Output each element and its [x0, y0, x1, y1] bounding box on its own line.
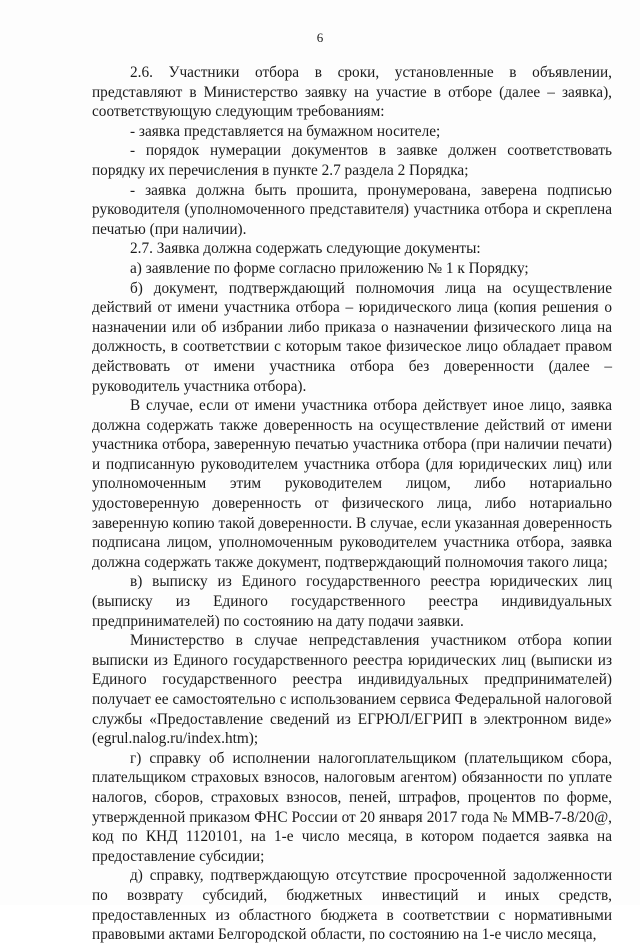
item-v: в) выписку из Единого государственного реестра юридических лиц (выписку из Единого государственного реестра индивидуальных предпринимателей) по состоянию на дату подачи заявки. — [92, 573, 612, 630]
item-a: а) заявление по форме согласно приложению № 1 к Порядку; — [130, 259, 529, 277]
item-b: б) документ, подтверждающий полномочия лица на осуществление действий от имени участника отбора – юридического лица (копия решения о назначении или об избрании либо приказа о назначении физического лица на должность, в соответствии с которым такое физическое лицо обладает правом действовать от имени участника отбора без доверенности (далее – руководитель участника отбора). — [92, 279, 612, 395]
item-d: д) справку, подтверждающую отсутствие просроченной задолженности по возврату субсидий, бюджетных инвестиций и иных средств, предоставленных из областного бюджета в соответствии с нормативными правовыми актами Белгородской области, по состоянию на 1-е число месяца, — [92, 867, 612, 944]
requirement-numbering: - порядок нумерации документов в заявке должен соответствовать порядку их перечисления в пункте 2.7 раздела 2 Порядка; — [92, 142, 612, 179]
paragraph-2-6: 2.6. Участники отбора в сроки, установленные в объявлении, представляют в Министерство заявку на участие в отборе (далее – заявка), соответствующую следующим требованиям: — [92, 64, 612, 121]
paragraph-ministry: Министерство в случае непредставления участником отбора копии выписки из Единого государственного реестра юридических лиц (выписки из Единого государственного реестра индивидуальных предпринимателей) получает ее самостоятельно с использованием сервиса Федеральной налоговой службы «Предоставление сведений из ЕГРЮЛ/ЕГРИП в электронном виде» (egrul.nalog.ru/index.htm); — [92, 632, 612, 748]
paragraph-2-7: 2.7. Заявка должна содержать следующие документы: — [130, 240, 481, 258]
page-number: 6 — [316, 30, 324, 45]
requirement-paper: - заявка представляется на бумажном носителе; — [130, 122, 441, 140]
document-body — [92, 63, 612, 945]
item-g: г) справку об исполнении налогоплательщиком (плательщиком сбора, плательщиком страховых взносов, налоговым агентом) обязанности по уплате налогов, сборов, страховых взносов, пеней, штрафов, процентов по форме, утвержденной приказом ФНС России от 20 января 2017 года № ММВ-7-8/20@, код по КНД 1120101, на 1-е число месяца, в котором подается заявка на предоставление субсидии; — [92, 749, 612, 865]
paragraph-proxy: В случае, если от имени участника отбора действует иное лицо, заявка должна содержать также доверенность на осуществление действий от имени участника отбора, заверенную печатью участника отбора (при наличии печати) и подписанную руководителем участника отбора (для юридических лиц) или уполномоченным этим руководителем лицом, либо нотариально удостоверенную доверенность от физического лица, либо нотариально заверенную копию такой доверенности. В случае, если указанная доверенность подписана лицом, уполномоченным руководителем участника отбора, заявка должна содержать также документ, подтверждающий полномочия такого лица; — [92, 397, 612, 571]
requirement-binding: - заявка должна быть прошита, пронумерована, заверена подписью руководителя (уполномоченного представителя) участника отбора и скреплена печатью (при наличии). — [92, 181, 612, 238]
